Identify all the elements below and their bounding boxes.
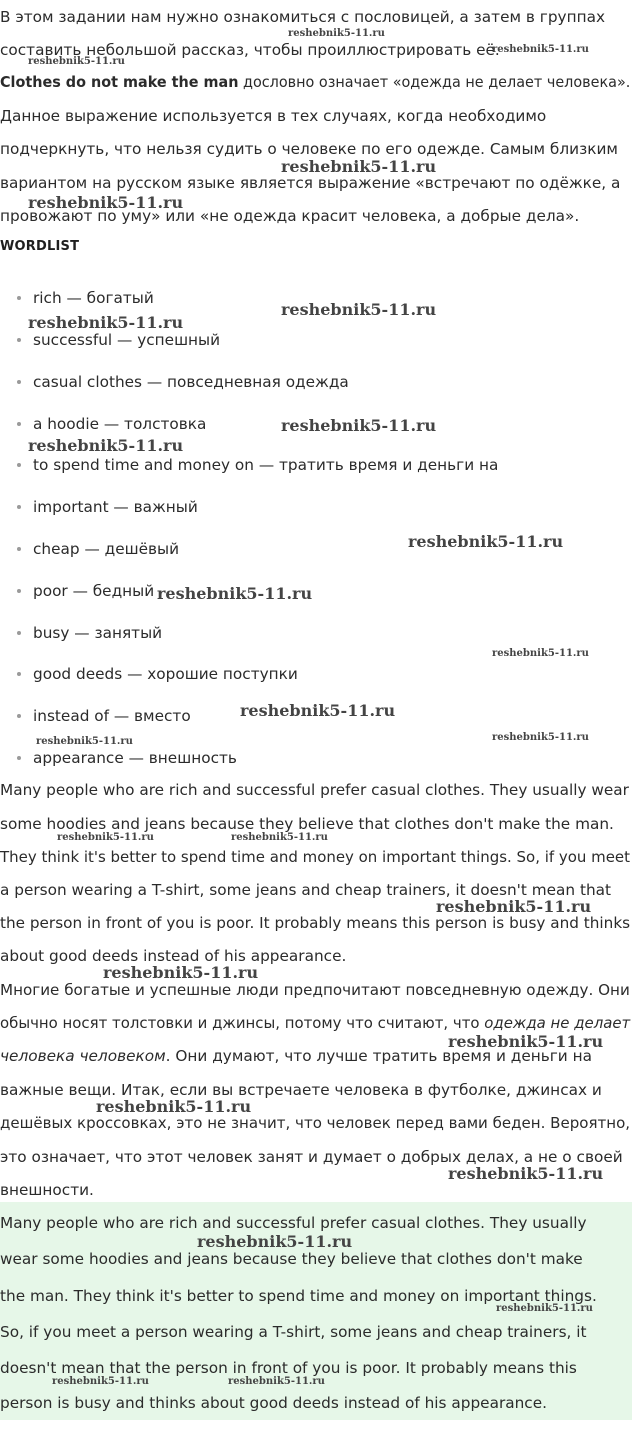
story-ru-line: Многие богатые и успешные люди предпочитают повседневную одежду. Они [0,981,630,999]
story-ru-line: внешности. [0,1181,94,1199]
watermark: reshebnik5-11.ru [231,832,328,843]
watermark: reshebnik5-11.ru [157,584,313,603]
watermark: reshebnik5-11.ru [288,28,385,39]
explanation-line: Данное выражение используется в тех случаях, когда необходимо [0,107,547,125]
story-highlight-line: wear some hoodies and jeans because they believe that clothes don't make [0,1250,583,1268]
story-en-line: Many people who are rich and successful prefer casual clothes. They usually wear [0,781,629,799]
story-ru-line: это означает, что этот человек занят и думает о добрых делах, а не о своей [0,1148,623,1166]
watermark: reshebnik5-11.ru [228,1376,325,1387]
watermark: reshebnik5-11.ru [436,897,592,916]
wordlist-heading: WORDLIST [0,239,80,254]
bullet-icon [17,547,21,551]
watermark: reshebnik5-11.ru [492,732,589,743]
watermark: reshebnik5-11.ru [197,1232,353,1251]
story-highlight-line: person is busy and thinks about good deeds instead of his appearance. [0,1394,547,1412]
watermark: reshebnik5-11.ru [448,1164,604,1183]
bullet-icon [17,756,21,760]
bullet-icon [17,589,21,593]
watermark: reshebnik5-11.ru [28,436,184,455]
bullet-icon [17,672,21,676]
bullet-icon [17,380,21,384]
story-highlight-line: Many people who are rich and successful prefer casual clothes. They usually [0,1214,587,1232]
watermark: reshebnik5-11.ru [52,1376,149,1387]
watermark: reshebnik5-11.ru [281,416,437,435]
watermark: reshebnik5-11.ru [492,648,589,659]
story-ru-line: обычно носят толстовки и джинсы, потому что считают, что одежда не делает [0,1014,631,1032]
intro-line: В этом задании нам нужно ознакомиться с пословицей, а затем в группах [0,8,606,26]
story-highlight-line: the man. They think it's better to spend time and money on important things. [0,1287,597,1305]
bullet-icon [17,631,21,635]
watermark: reshebnik5-11.ru [492,44,589,55]
explanation-line: вариантом на русском языке является выражение «встречают по одёжке, а [0,174,621,192]
intro-line: составить небольшой рассказ, чтобы проиллюстрировать её. [0,41,500,59]
story-en-line: about good deeds instead of his appearance. [0,947,347,965]
bullet-icon [17,505,21,509]
bullet-icon [17,714,21,718]
watermark: reshebnik5-11.ru [281,157,437,176]
watermark: reshebnik5-11.ru [28,193,184,212]
watermark: reshebnik5-11.ru [281,300,437,319]
idiom-sentence [0,72,630,92]
watermark: reshebnik5-11.ru [103,963,259,982]
story-highlight-line: So, if you meet a person wearing a T-shirt, some jeans and cheap trainers, it [0,1323,587,1341]
watermark: reshebnik5-11.ru [57,832,154,843]
watermark: reshebnik5-11.ru [28,56,125,67]
idiom-meaning: дословно означает «одежда не делает человека». [238,73,631,91]
bullet-icon [17,422,21,426]
watermark: reshebnik5-11.ru [28,313,184,332]
idiom: Clothes do not make the man [0,73,239,91]
watermark: reshebnik5-11.ru [408,532,564,551]
bullet-icon [17,463,21,467]
watermark: reshebnik5-11.ru [240,701,396,720]
highlight-block [0,1202,632,1420]
explanation-line: провожают по уму» или «не одежда красит человека, а добрые дела». [0,207,580,225]
watermark: reshebnik5-11.ru [96,1097,252,1116]
bullet-icon [17,296,21,300]
story-ru-line: человека человеком. Они думают, что лучше тратить время и деньги на [0,1047,592,1065]
story-highlight-line: doesn't mean that the person in front of you is poor. It probably means this [0,1359,577,1377]
story-en-line: a person wearing a T-shirt, some jeans and cheap trainers, it doesn't mean that [0,881,612,899]
story-ru-line: дешёвых кроссовках, это не значит, что человек перед вами беден. Вероятно, [0,1114,631,1132]
story-en-line: They think it's better to spend time and money on important things. So, if you meet [0,848,631,866]
watermark: reshebnik5-11.ru [496,1303,593,1314]
bullet-icon [17,338,21,342]
watermark: reshebnik5-11.ru [36,736,133,747]
story-en-line: the person in front of you is poor. It probably means this person is busy and thinks [0,914,631,932]
story-en-line: some hoodies and jeans because they believe that clothes don't make the man. [0,815,614,833]
story-ru-line: важные вещи. Итак, если вы встречаете человека в футболке, джинсах и [0,1081,602,1099]
explanation-line: подчеркнуть, что нельзя судить о человеке по его одежде. Самым близким [0,140,618,158]
watermark: reshebnik5-11.ru [448,1032,604,1051]
